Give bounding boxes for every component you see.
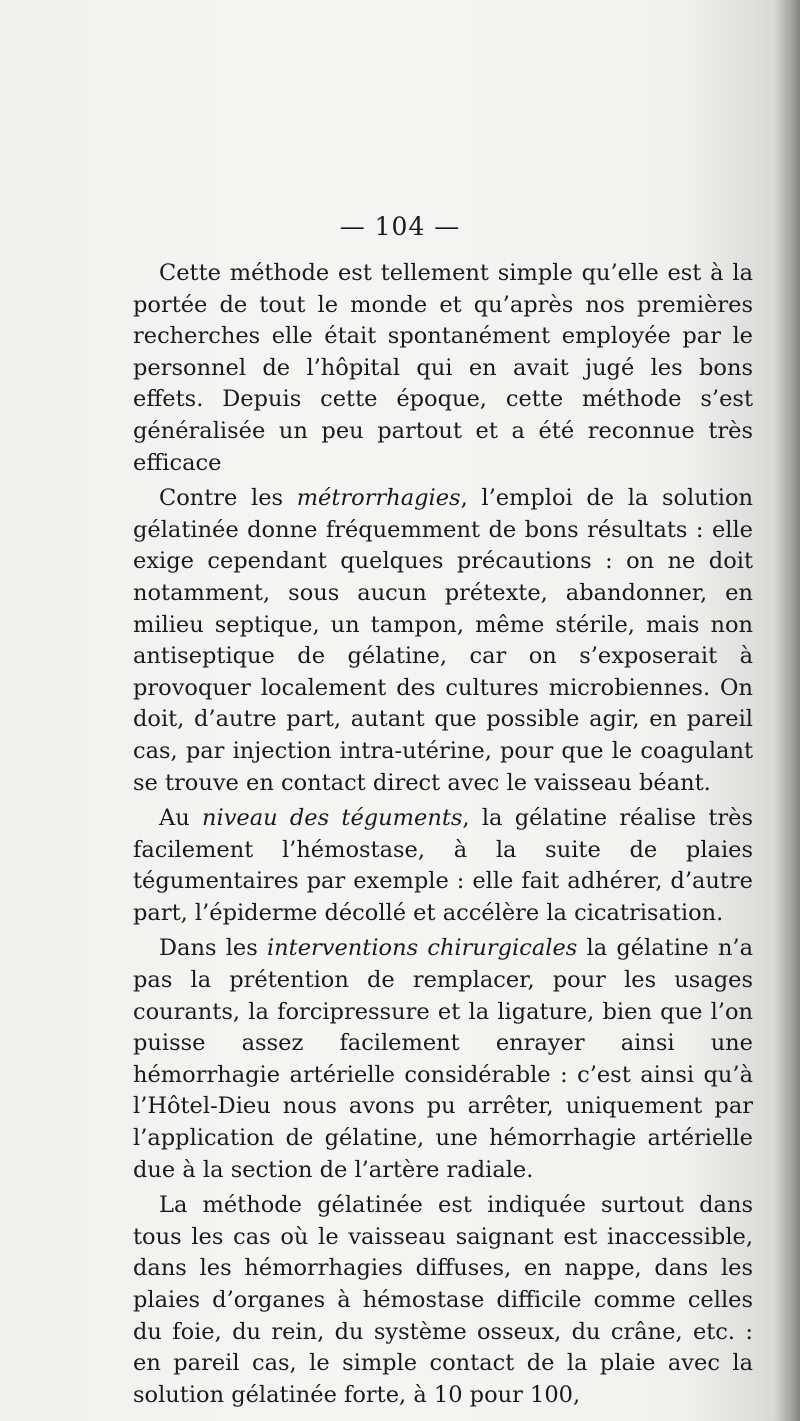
body-text <box>133 258 753 1415</box>
text-segment: La méthode gélatinée est indiquée surtout dans tous les cas où le vaisseau saignant est inaccessible, dans les hémorrhagies diffuses, en nappe, dans les plaies d’organes à hémostase difficile comme celles du foie, du rein, du système osseux, du crâne, etc. : en pareil cas, le simple contact de la plaie avec la solution gélatinée forte, à 10 pour 100, <box>133 1192 753 1408</box>
paragraph <box>133 803 753 929</box>
text-segment: Cette méthode est tellement simple qu’elle est à la portée de tout le monde et qu’après nos premières recherches elle était spontanément employée par le personnel de l’hôpital qui en avait jugé les bons effets. Depuis cette époque, cette méthode s’est généralisée un peu partout et a été reconnue très efficace <box>133 260 753 476</box>
paragraph <box>133 933 753 1186</box>
paragraph <box>133 483 753 799</box>
text-segment: Contre les <box>159 485 297 512</box>
text-segment: , l’emploi de la solution gélatinée donne fréquemment de bons résultats : elle exige cependant quelques précautions : on ne doit notamment, sous aucun prétexte, abandonner, en milieu septique, un tampon, même stérile, mais non antiseptique de gélatine, car on s’exposerait à provoquer localement des cultures microbiennes. On doit, d’autre part, autant que possible agir, en pareil cas, par injection intra-utérine, pour que le coagulant se trouve en contact direct avec le vaisseau béant. <box>133 485 753 796</box>
page-number: — 104 — <box>339 212 461 241</box>
text-segment: Dans les <box>159 935 267 962</box>
italic-term: niveau des téguments <box>202 805 463 832</box>
text-segment: Au <box>159 805 203 832</box>
paragraph <box>133 1190 753 1411</box>
italic-term: interventions chirurgicales <box>266 935 578 962</box>
italic-term: métrorrhagies <box>296 485 461 512</box>
text-segment: , la gélatine réalise très facilement l’hémostase, à la suite de plaies tégumentaires par exemple : elle fait adhérer, d’autre part, l’épiderme décollé et accélère la cicatrisation. <box>133 805 753 926</box>
text-segment: la gélatine n’a pas la prétention de remplacer, pour les usages courants, la forcipressure et la ligature, bien que l’on puisse assez facilement enrayer ainsi une hémorrhagie artérielle considérable : c’est ainsi qu’à l’Hôtel-Dieu nous avons pu arrêter, uniquement par l’application de gélatine, une hémorrhagie artérielle due à la section de l’artère radiale. <box>133 935 753 1183</box>
paragraph <box>133 258 753 479</box>
